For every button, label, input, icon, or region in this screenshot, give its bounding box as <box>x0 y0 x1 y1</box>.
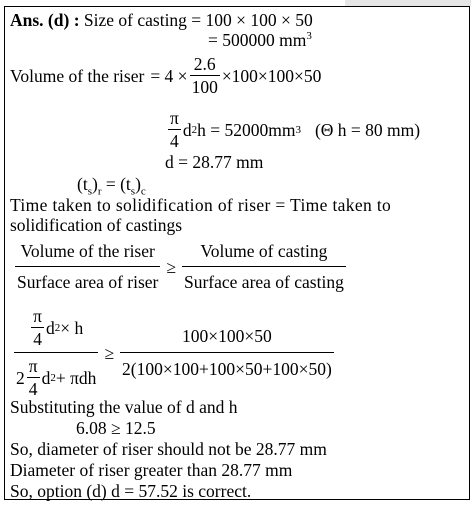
riser-geometry-den: 2 $\frac{\pi}{4}$ d 2 + πdh <box>14 352 98 399</box>
num-d: d <box>46 317 55 338</box>
ge-symbol-2: ≥ <box>104 342 115 363</box>
riser-geometry-num: $\frac{\pi}{4}$ d 2 × h <box>33 306 84 349</box>
ts-close1: ) <box>91 174 98 194</box>
conclusion-1: So, diameter of riser should not be 28.77 mm <box>10 439 327 459</box>
riser-fraction-den: 100 <box>191 77 218 97</box>
time-text-1: Time taken to solidification of riser = Time taken to <box>10 195 392 215</box>
ts-sub-s1: s <box>87 185 92 198</box>
ts-sub-c: c <box>140 185 146 198</box>
riser-product: ×100×100×50 <box>221 65 322 86</box>
pi-symbol: π <box>170 108 179 128</box>
den-four: 4 <box>28 379 38 399</box>
ts-close2: ) <box>135 174 141 194</box>
cylinder-tail: h = 52000mm <box>197 119 296 140</box>
casting-ratio-den: Surface area of casting <box>182 266 346 292</box>
four-den: 4 <box>170 131 179 151</box>
casting-size: Size of casting = 100 × 100 × 50 <box>83 10 313 30</box>
solidification-time-equation <box>77 174 146 198</box>
conclusion-3: So, option (d) d = 57.52 is correct. <box>10 481 252 501</box>
height-condition: (Θ h = 80 mm) <box>314 119 421 140</box>
ratio-inequality <box>13 241 348 292</box>
answer-line-1 <box>10 10 313 30</box>
den-pi-over-4 <box>27 356 40 399</box>
casting-volume-sup: 3 <box>306 30 312 43</box>
riser-ratio-den: Surface area of riser <box>15 266 160 292</box>
ts-open: (t <box>77 174 88 194</box>
riser-equals: = 4 × <box>150 65 188 86</box>
num-pi: π <box>33 306 43 326</box>
casting-volume-text: = 500000 mm <box>208 30 307 50</box>
substitution-text: Substituting the value of d and h <box>10 397 238 417</box>
den-pi: π <box>28 356 38 376</box>
ts-sub-s2: s <box>130 185 136 198</box>
inequality-result: 6.08 ≥ 12.5 <box>76 418 156 438</box>
riser-volume-label: Volume of the riser <box>10 65 145 86</box>
casting-numeric-num: 100×100×50 <box>182 326 272 346</box>
cylinder-d: d <box>182 119 192 140</box>
den-tail: + πdh <box>55 367 97 388</box>
ts-open2: = (t <box>101 174 131 194</box>
num-pi-over-4 <box>31 306 44 349</box>
riser-geometry-fraction <box>14 306 98 399</box>
substituted-inequality <box>12 306 336 399</box>
riser-cylinder-line: $\frac{\pi}{4}$ d 2 h = 52000mm 3 (Θ h = 80 mm) <box>170 108 421 151</box>
riser-fraction-num: 2.6 <box>193 54 216 74</box>
ge-symbol-1: ≥ <box>166 256 176 277</box>
riser-fraction <box>190 54 220 97</box>
pi-over-4 <box>168 108 181 151</box>
den-d: d <box>41 367 51 388</box>
diameter-result: d = 28.77 mm <box>165 152 264 172</box>
ts-sub-r: r <box>97 185 102 198</box>
casting-ratio-num: Volume of casting <box>200 241 328 261</box>
num-four: 4 <box>33 329 42 349</box>
riser-ratio-num: Volume of the riser <box>20 241 155 261</box>
casting-volume <box>208 30 312 50</box>
casting-numeric-fraction <box>120 326 334 379</box>
riser-volume-line <box>10 54 321 97</box>
num-times-h: × h <box>60 317 84 338</box>
time-text-2: solidification of castings <box>10 215 183 235</box>
casting-ratio <box>182 241 346 292</box>
den-two: 2 <box>16 367 25 388</box>
riser-ratio <box>15 241 160 292</box>
conclusion-2: Diameter of riser greater than 28.77 mm <box>10 460 293 480</box>
casting-numeric-den: 2(100×100+100×50+100×50) <box>120 352 334 379</box>
answer-label: Ans. (d) : <box>10 10 80 30</box>
